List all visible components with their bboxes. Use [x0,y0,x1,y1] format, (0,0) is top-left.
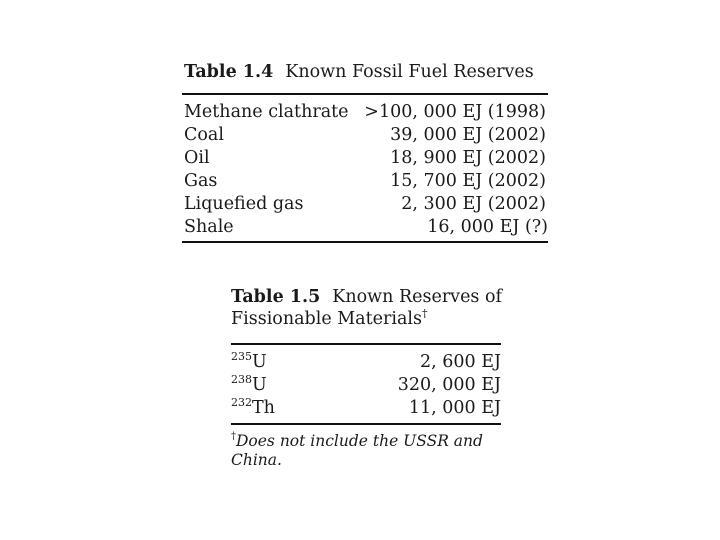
isotope-mass: 238 [231,373,252,386]
table-1-5 [231,284,501,474]
fuel-reserve: 18, 900 EJ (2002) [390,148,546,168]
isotope-mass: 235 [231,350,252,363]
table-1-5-caption-line2 [231,308,427,330]
table-1-4 [182,58,548,248]
table-1-5-title-line1: Known Reserves of [332,287,502,307]
table-row [182,193,548,215]
table-1-5-top-rule [231,343,501,345]
table-1-5-bottom-rule [231,423,501,425]
table-row [231,397,501,419]
isotope-reserve: 320, 000 EJ [397,375,501,395]
table-1-5-caption [231,286,502,308]
table-1-4-top-rule [182,93,548,95]
isotope-reserve: 2, 600 EJ [419,352,501,372]
isotope [231,397,275,419]
table-1-5-footnote [231,432,501,470]
dagger-mark: † [421,307,428,320]
isotope-mass: 232 [231,396,252,409]
fuel-reserve: 15, 700 EJ (2002) [390,171,546,191]
isotope [231,351,267,373]
table-row [182,124,548,146]
isotope-reserve: 11, 000 EJ [408,398,501,418]
fuel-reserve: 16, 000 EJ (?) [427,217,548,237]
footnote-mark: † [231,431,236,442]
table-row [182,216,548,238]
table-1-4-title: Known Fossil Fuel Reserves [285,62,534,82]
table-row [182,147,548,169]
fuel-name: Liquefied gas [184,194,304,214]
table-1-4-caption [184,61,534,83]
table-row [182,170,548,192]
fuel-name: Gas [184,171,218,191]
isotope-element: U [252,375,267,395]
table-1-4-number: Table 1.4 [184,62,274,82]
table-row [182,101,548,123]
fuel-reserve: 39, 000 EJ (2002) [390,125,546,145]
fuel-name: Coal [184,125,224,145]
table-1-5-number: Table 1.5 [231,287,321,307]
table-1-4-bottom-rule [182,241,548,243]
isotope-element: U [252,352,267,372]
fuel-reserve: >100, 000 EJ (1998) [364,102,546,122]
footnote-text: Does not include the USSR and China. [231,432,483,469]
table-1-5-title-line2: Fissionable Materials [231,309,422,329]
fuel-name: Oil [184,148,210,168]
table-row [231,351,501,373]
isotope-element: Th [252,398,275,418]
isotope [231,374,267,396]
fuel-name: Methane clathrate [184,102,349,122]
fuel-reserve: 2, 300 EJ (2002) [401,194,546,214]
fuel-name: Shale [184,217,234,237]
table-row [231,374,501,396]
